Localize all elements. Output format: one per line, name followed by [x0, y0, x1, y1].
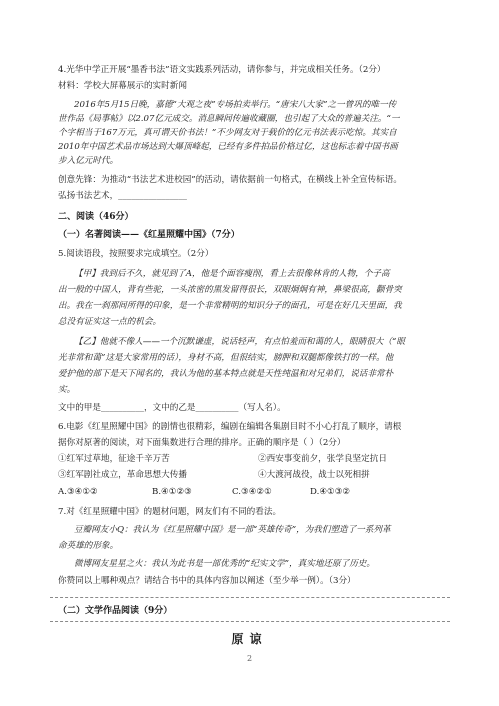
- subsection-heading-literature: （二）文学作品阅读（9分）: [58, 606, 173, 616]
- q6-option-1: ①红军过草地，征途千辛万苦: [58, 454, 170, 464]
- q7-view-a-1: 豆瓣网友小Q：我认为《红星照耀中国》是一部“英雄传奇”，为我们塑造了一系列革: [74, 525, 391, 535]
- passage-jia-2: 出一般的中国人，背有些驼，一头浓密的黑发留得很长，双眼炯炯有神，鼻梁很高，颧骨突: [58, 285, 402, 295]
- q4-material-label: 材料：学校大屏幕展示的实时新闻: [58, 81, 187, 91]
- slogan-prefix: 弘扬书法艺术，: [58, 191, 119, 201]
- news-line-2: 世作品《局事帖》以2.07亿元成交。消息瞬间传遍收藏圈，也引起了大众的普遍关注。“一: [58, 114, 400, 124]
- q6-choice-c: C.③④②①: [232, 487, 272, 497]
- q7-question: 你赞同以上哪种观点？请结合书中的具体内容加以阐述（至少举一例）。（3分）: [58, 576, 356, 586]
- news-line-3: 个字相当于167万元，真可谓天价书法！”不少网友对于载价的亿元书法表示吃惊。其实自: [58, 128, 397, 138]
- q6-option-4: ④大渡河战役，战士以死相拼: [258, 470, 370, 480]
- section-divider-bottom: [50, 621, 450, 622]
- slogan-blank: ________________: [118, 191, 187, 201]
- q5-fill-line: 文中的甲是__________，文中的乙是__________（写人名）。: [58, 403, 286, 413]
- q6-choice-b: B.④①②③: [152, 487, 192, 497]
- q6-option-2: ②西安事变前夕，张学良坚定抗日: [258, 454, 387, 464]
- q5-stem: 5.阅读语段，按照要求完成填空。（2分）: [58, 249, 214, 259]
- q7-stem: 7.对《红星照耀中国》的题材问题，网友们有不同的看法。: [58, 507, 282, 517]
- passage-jia-4: 总没有证实这一点的机会。: [58, 317, 162, 327]
- section-divider-top: [50, 597, 450, 598]
- passage-yi-2: 光非常和蔼”这是大家常用的话），身材不高，但很结实，膀胛和双腿都像铁打的一样。他: [58, 353, 394, 363]
- passage-yi-1: 【乙】他就不像人——一个沉默谦虚，说话轻声，有点怕羞而和蔼的人，眼睛很大（“眼: [74, 337, 405, 347]
- passage-jia-1: 【甲】我到后不久，就见到了A，他是个面容瘦削，看上去很像林肯的人物，个子高: [74, 269, 390, 279]
- q7-view-b: 微博网友星星之火：我认为此书是一部优秀的“纪实文学”，真实地还原了历史。: [74, 559, 375, 569]
- news-line-5: 步入亿元时代。: [58, 156, 119, 166]
- subsection-heading-classic: （一）名著阅读——《红星照耀中国》（7分）: [58, 230, 240, 240]
- news-line-1: 2016年5月15日晚，嘉德“大观之夜”专场拍卖举行。“唐宋八大家”之一曾巩的唯一传: [74, 100, 397, 110]
- q7-view-a-2: 命英雄的形象。: [58, 541, 119, 551]
- section-heading-reading: 二、阅读（46分）: [58, 212, 134, 222]
- q6-option-3: ③红军剧社成立，革命思想大传播: [58, 470, 187, 480]
- q6-choice-a: A.③④①②: [58, 487, 98, 497]
- creative-task: 创意先锋：为推动“书法艺术进校园”的活动，请依据前一句格式，在横线上补全宣传标语。: [58, 175, 402, 185]
- q6-stem-2: 据你对原著的阅读，对下面集数进行合理的排序。正确的顺序是（ ）（2分）: [58, 438, 346, 448]
- passage-jia-3: 出。我在一刹那间所得的印象，是一个非常精明的知识分子的面孔，可是在好几天里面，我: [58, 301, 402, 311]
- news-line-4: 2010年中国艺术品市场达到大爆顶峰起，已经有多件拍品价格过亿，这也标志着中国书画: [58, 142, 398, 152]
- story-title: 原谅: [231, 632, 268, 646]
- q4-stem: 4.光华中学正开展“墨香书法”语文实践系列活动，请你参与，并完成相关任务。（2分）: [58, 65, 386, 75]
- passage-yi-4: 实。: [58, 385, 76, 395]
- q6-stem-1: 6.电影《红星照耀中国》的剧情也很精彩，编剧在编辑各集剧目时不小心打乱了顺序，请根: [58, 422, 402, 432]
- page-number: 2: [246, 654, 253, 663]
- passage-yi-3: 爱护他的部下是天下闻名的，我认为他的基本特点就是天性纯温和对兄弟们，说话非常朴: [58, 369, 394, 379]
- slogan-line: [58, 190, 450, 202]
- q6-choice-d: D.④①③②: [310, 487, 351, 497]
